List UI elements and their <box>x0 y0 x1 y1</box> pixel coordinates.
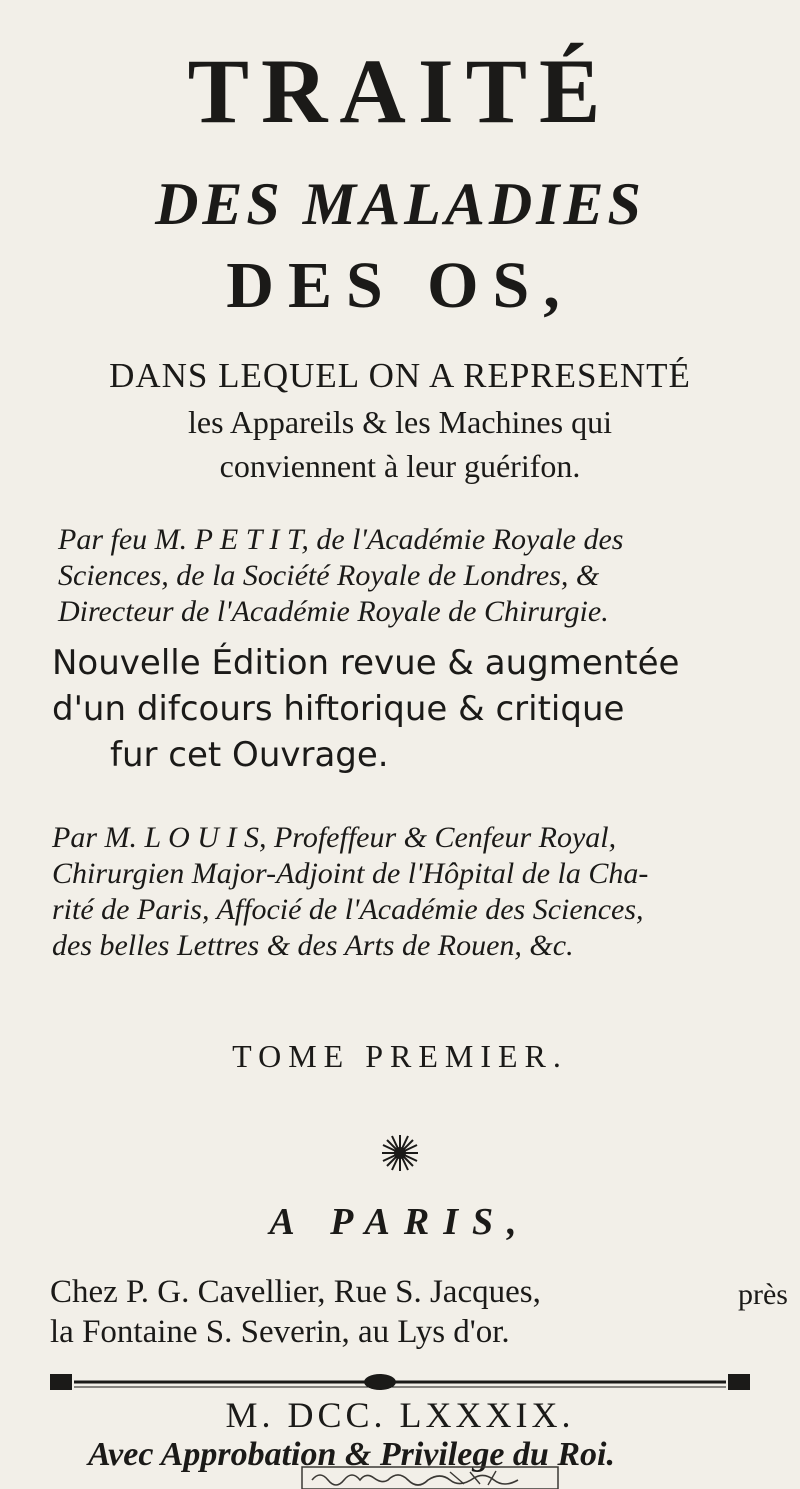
edition-line-1: Nouvelle Édition revue & augmentée <box>52 643 680 683</box>
subtitle-line-3: conviennent à leur guérifon. <box>219 448 581 484</box>
author2-line-4: des belles Lettres & des Arts de Rouen, &c. <box>52 929 574 962</box>
tome-label: TOME PREMIER. <box>232 1038 568 1074</box>
author1-line-2: Sciences, de la Société Royale de Londres, & <box>58 559 600 592</box>
approbation-line: Avec Approbation & Privilege du Roi. <box>88 1436 615 1473</box>
place-label: A PARIS, <box>269 1201 531 1243</box>
author-block-1 <box>58 522 768 630</box>
author1-line-3: Directeur de l'Académie Royale de Chirurgie. <box>58 595 609 628</box>
edition-line-2: d'un difcours hiftorique & critique <box>52 689 625 729</box>
ornament-icon <box>380 1133 420 1173</box>
edition-line-3: fur cet Ouvrage. <box>110 735 389 775</box>
publisher-line-2: la Fontaine S. Severin, au Lys d'or. <box>50 1314 510 1350</box>
author2-line-2: Chirurgien Major-Adjoint de l'Hôpital de la Cha- <box>52 857 649 890</box>
title-line-1: TRAITÉ <box>187 40 613 142</box>
author-block-2 <box>52 820 762 964</box>
author1-line-1: Par feu M. P E T I T, de l'Académie Royale des <box>58 523 624 556</box>
imprint-date: M. DCC. LXXXIX. <box>225 1395 575 1435</box>
publisher-block <box>50 1272 541 1352</box>
ornamental-rule <box>50 1372 750 1392</box>
handwritten-signature <box>300 1466 560 1489</box>
subtitle-line-2: les Appareils & les Machines qui <box>188 404 612 440</box>
author2-line-3: rité de Paris, Affocié de l'Académie des Sciences, <box>52 893 644 926</box>
title-line-3: DES OS, <box>226 249 574 322</box>
author2-line-1: Par M. L O U I S, Profeffeur & Cenfeur Royal, <box>52 821 617 854</box>
publisher-line-1: Chez P. G. Cavellier, Rue S. Jacques, <box>50 1274 541 1310</box>
subtitle-line-1: DANS LEQUEL ON A REPRESENTÉ <box>109 356 691 395</box>
publisher-line-1-end: près <box>738 1278 788 1311</box>
title-line-2: DES MALADIES <box>155 171 645 237</box>
edition-block <box>52 640 772 778</box>
